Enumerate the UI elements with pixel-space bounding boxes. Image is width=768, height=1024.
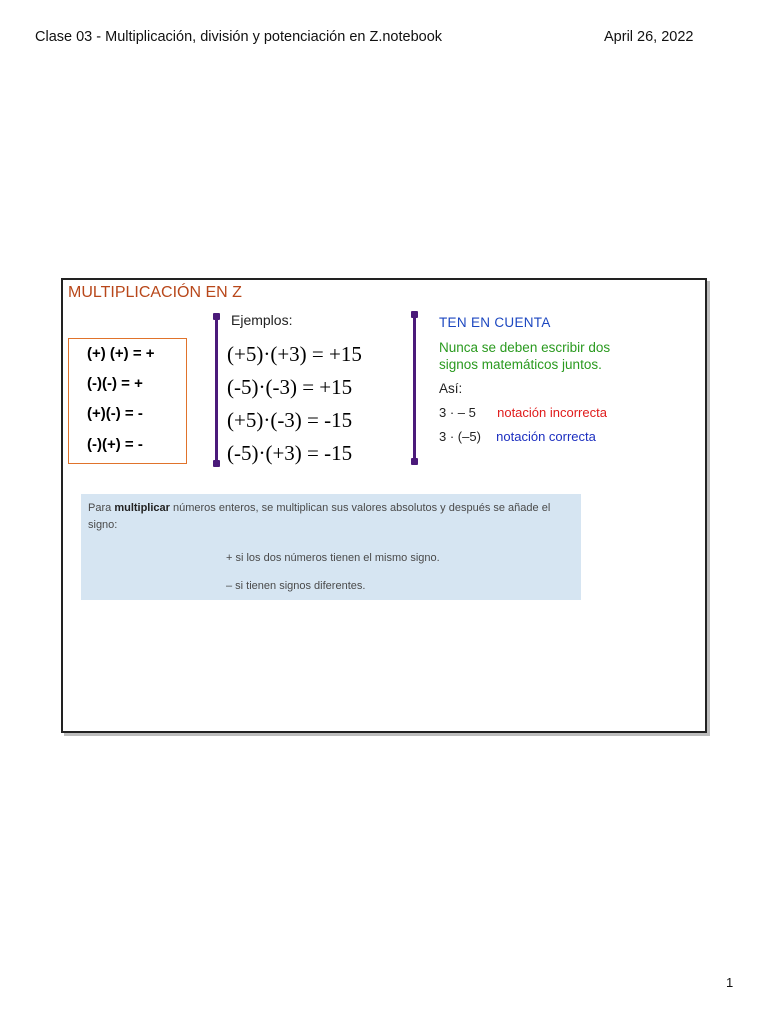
sign-rule: (+)(-) = - xyxy=(87,405,143,422)
incorrect-expression: 3 · – 5 xyxy=(439,405,476,420)
sign-rule: (+) (+) = + xyxy=(87,345,155,362)
info-box xyxy=(81,494,581,600)
example-equation: (+5)·(-3) = -15 xyxy=(227,408,353,432)
note-asi: Así: xyxy=(439,381,463,396)
info-rest: números enteros, se multiplican sus valores absolutos y después se añade el signo: xyxy=(88,502,551,531)
note-text: Nunca se deben escribir dos signos matemáticos juntos. xyxy=(439,340,611,372)
info-plus-rule: + si los dos números tienen el mismo signo. xyxy=(226,552,440,564)
incorrect-label: notación incorrecta xyxy=(497,405,607,420)
info-prefix: Para xyxy=(88,502,112,514)
divider-right xyxy=(413,314,416,462)
example-equation: (-5)·(+3) = -15 xyxy=(227,441,353,465)
slide-panel xyxy=(61,278,707,733)
sign-rules-box xyxy=(68,338,187,464)
info-minus-rule: – si tienen signos diferentes. xyxy=(226,580,366,592)
examples-label: Ejemplos: xyxy=(231,312,293,328)
slide-title: MULTIPLICACIÓN EN Z xyxy=(68,284,242,301)
note-title: TEN EN CUENTA xyxy=(439,315,551,330)
example-equation: (-5)·(-3) = +15 xyxy=(227,375,353,399)
info-bold-word: multiplicar xyxy=(114,502,170,514)
correct-expression: 3 · (–5) xyxy=(439,429,481,444)
info-paragraph xyxy=(88,500,578,534)
correct-notation-example xyxy=(439,429,596,444)
divider-left xyxy=(215,316,218,464)
incorrect-notation-example xyxy=(439,405,607,420)
example-equation: (+5)·(+3) = +15 xyxy=(227,342,362,366)
document-title: Clase 03 - Multiplicación, división y potenciación en Z.notebook xyxy=(35,29,443,45)
correct-label: notación correcta xyxy=(496,429,596,444)
sign-rule: (-)(+) = - xyxy=(87,436,143,453)
sign-rule: (-)(-) = + xyxy=(87,375,143,392)
document-date: April 26, 2022 xyxy=(604,29,694,45)
page-number: 1 xyxy=(726,975,734,990)
